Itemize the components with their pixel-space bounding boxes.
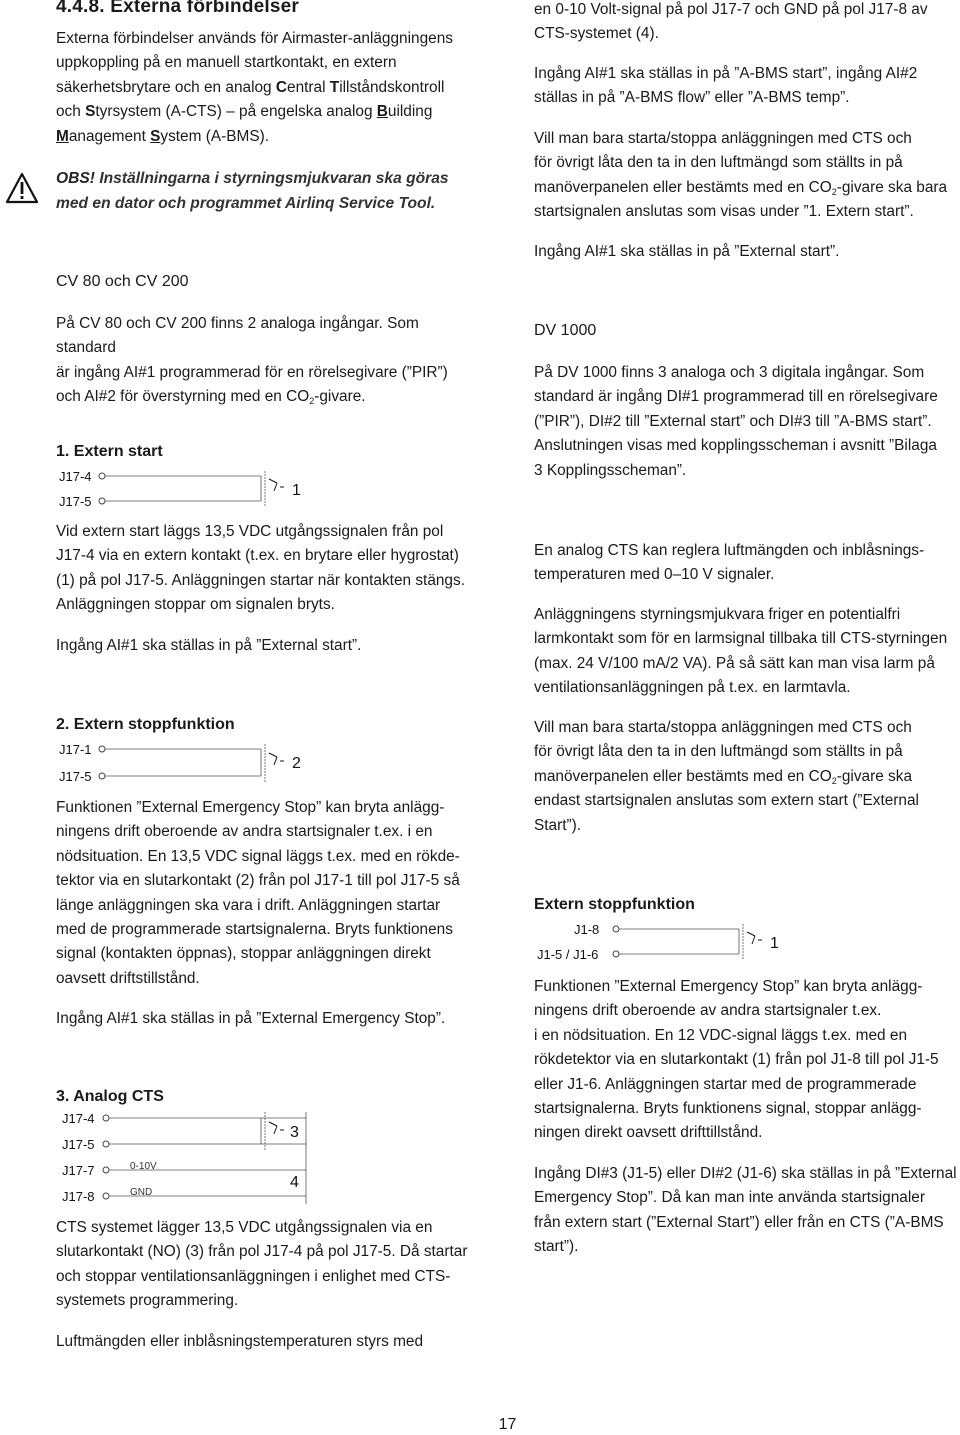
extern-stopp-heading: 2. Extern stoppfunktion (56, 716, 235, 733)
text-line: rökdetektor via en slutarkontakt (1) från pol J1-8 till pol J1-5 (534, 1051, 939, 1069)
contact-number: 4 (290, 1174, 299, 1191)
dv-paragraph-2 (534, 539, 960, 588)
extern-stopp-diagram (56, 738, 316, 788)
text-line: Anläggningens styrningsmjukvara friger en potentialfri (534, 606, 901, 623)
warning-triangle-icon (5, 172, 39, 204)
terminal-label: J17-7 (62, 1163, 95, 1178)
text-line: Vill man bara starta/stoppa anläggningen med CTS och (534, 719, 912, 736)
dv-stopp-paragraph-2 (534, 1162, 960, 1260)
text-line: Start”). (534, 816, 582, 834)
text-line: 3 Kopplingsscheman”. (534, 461, 687, 479)
dv-paragraph-4 (534, 716, 960, 838)
contact-switch-icon (269, 753, 284, 765)
dv-stopp-heading: Extern stoppfunktion (534, 896, 695, 913)
text-line: Ingång AI#1 ska ställas in på ”A-BMS start”, ingång AI#2 (534, 65, 918, 82)
text-line: ningen direkt oavsett drifttillstånd. (534, 1124, 763, 1142)
text-line: systemets programmering. (56, 1292, 239, 1310)
intro-line: Externa förbindelser används för Airmaster-anläggningens (56, 30, 453, 47)
cv-line: På CV 80 och CV 200 finns 2 analoga ingångar. Som standard (56, 315, 419, 357)
contact-number: 1 (770, 935, 779, 952)
text-line: manöverpanelen eller bestämts med en $CO_2$-givare ska (534, 767, 913, 786)
text-line: i en nödsituation. En 12 VDC-signal läggs t.ex. med en (534, 1026, 908, 1044)
dv-paragraph-1 (534, 361, 960, 483)
text-line: (1) på pol J17-5. Anläggningen startar när kontakten stängs. (56, 571, 465, 589)
text-line: med de programmerade startsignalerna. Bryts funktionens (56, 921, 453, 939)
text-line: eller J1-6. Anläggningen startar med de programmerade (534, 1075, 917, 1093)
contact-switch-icon (269, 479, 284, 491)
text-line: från extern start (”External Start”) eller från en CTS (”A-BMS (534, 1213, 944, 1231)
dv-paragraph-3 (534, 603, 960, 701)
analog-cts-paragraph (56, 1216, 482, 1314)
text-line: Emergency Stop”. Då kan man inte använda startsignaler (534, 1189, 925, 1207)
text-line: J17-4 via en extern kontakt (t.ex. en brytare eller hygrostat) (56, 547, 459, 565)
text-line: Anslutningen visas med kopplingsscheman i avsnitt ”Bilaga (534, 437, 937, 455)
text-line: Ingång DI#3 (J1-5) eller DI#2 (J1-6) ska ställas in på ”External (534, 1165, 957, 1182)
intro-line: Management System (A-BMS). (56, 127, 269, 145)
cv-line: är ingång AI#1 programmerad för en rörelsegivare (”PIR”) (56, 363, 448, 381)
dv-stopp-diagram (534, 918, 794, 968)
contact-switch-icon (747, 932, 762, 944)
text-line: slutarkontakt (NO) (3) från pol J17-4 på pol J17-5. Då startar (56, 1243, 468, 1261)
text-line: ningens drift oberoende av andra startsignaler t.ex. (534, 1002, 882, 1020)
text-line: för övrigt låta den ta in den luftmängd som ställts in på (534, 154, 903, 172)
cv-paragraph (56, 312, 482, 410)
extern-stopp-note: Ingång AI#1 ska ställas in på ”External Emergency Stop”. (56, 1010, 446, 1027)
text-line: temperaturen med 0–10 V signaler. (534, 566, 775, 584)
text-line: tektor via en slutarkontakt (2) från pol J17-1 till pol J17-5 så (56, 872, 460, 890)
text-line: standard är ingång DI#1 programmerad till en rörelsegivare (534, 388, 938, 406)
terminal-label: J17-5 (59, 769, 92, 784)
text-line: för övrigt låta den ta in den luftmängd som ställts in på (534, 743, 903, 761)
text-line: (”PIR”), DI#2 till ”External start” och DI#3 till ”A-BMS start”. (534, 412, 932, 430)
contact-number: 1 (292, 482, 301, 499)
right-paragraph-1 (534, 0, 960, 47)
text-line: CTS-systemet (4). (534, 25, 659, 43)
text-line: och stoppar ventilationsanläggningen i enlighet med CTS- (56, 1267, 451, 1285)
text-line: ventilationsanläggningen på t.ex. en larmtavla. (534, 679, 851, 697)
terminal-label: J17-5 (59, 494, 92, 509)
intro-paragraph (56, 27, 482, 149)
text-line: nödsituation. En 13,5 VDC signal läggs t.ex. med en rökde- (56, 847, 460, 865)
analog-cts-continuation: Luftmängden eller inblåsningstemperaturen styrs med (56, 1333, 424, 1350)
intro-line: uppkoppling på en manuell startkontakt, en extern (56, 54, 397, 72)
terminal-label: J17-5 (62, 1137, 95, 1152)
dv-heading: DV 1000 (534, 322, 597, 339)
text-line: ställas in på ”A-BMS flow” eller ”A-BMS temp”. (534, 89, 850, 107)
signal-label: 0-10V (130, 1161, 157, 1172)
terminal-label: J1-8 (574, 922, 600, 937)
text-line: start”). (534, 1238, 579, 1256)
text-line: Vill man bara starta/stoppa anläggningen med CTS och (534, 130, 912, 147)
text-line: manöverpanelen eller bestämts med en $CO_2$-givare ska bara (534, 178, 948, 197)
extern-start-note: Ingång AI#1 ska ställas in på ”External start”. (56, 637, 362, 654)
text-line: CTS systemet lägger 13,5 VDC utgångssignalen via en (56, 1219, 433, 1236)
text-line: oavsett driftstillstånd. (56, 969, 200, 987)
text-line: startsignalerna. Bryts funktionens signal, stoppar anlägg- (534, 1100, 922, 1118)
right-paragraph-2 (534, 62, 960, 111)
text-line: En analog CTS kan reglera luftmängden och inblåsnings- (534, 542, 925, 559)
text-line: länge anläggningen ska vara i drift. Anläggningen startar (56, 896, 441, 914)
terminal-label: J17-4 (59, 469, 92, 484)
text-line: (max. 24 V/100 mA/2 VA). På så sätt kan man visa larm på (534, 654, 935, 672)
contact-number: 3 (290, 1124, 299, 1141)
intro-line: säkerhetsbrytare och en analog Central Tillståndskontroll (56, 78, 445, 96)
extern-stopp-paragraph (56, 796, 482, 991)
text-line: en 0-10 Volt-signal på pol J17-7 och GND på pol J17-8 av (534, 1, 928, 18)
warning-note (56, 166, 482, 216)
obs-label: OBS! (56, 170, 95, 187)
warning-line: Inställningarna i styrningsmjukvaran ska göras (94, 170, 449, 187)
right-paragraph-4: Ingång AI#1 ska ställas in på ”External start”. (534, 243, 840, 260)
section-heading: 4.4.8. Externa förbindelser (56, 0, 299, 17)
extern-start-heading: 1. Extern start (56, 443, 163, 460)
gnd-label: GND (130, 1187, 153, 1198)
text-line: startsignalen anslutas som visas under ”1. Extern start”. (534, 203, 914, 221)
extern-start-paragraph (56, 520, 482, 618)
contact-number: 2 (292, 755, 301, 772)
text-line: endast startsignalen anslutas som extern start (”External (534, 792, 919, 810)
cv-heading: CV 80 och CV 200 (56, 273, 189, 290)
terminal-label: J17-4 (62, 1111, 95, 1126)
cv-line: och AI#2 för överstyrning med en $CO_2$-givare. (56, 388, 366, 407)
extern-start-diagram (56, 465, 316, 515)
text-line: Anläggningen stoppar om signalen bryts. (56, 596, 335, 614)
intro-line: och Styrsystem (A-CTS) – på engelska analog Building (56, 103, 433, 121)
text-line: Funktionen ”External Emergency Stop” kan bryta anlägg- (56, 799, 445, 816)
text-line: ningens drift oberoende av andra startsignaler t.ex. i en (56, 823, 433, 841)
terminal-label: J17-1 (59, 742, 92, 757)
right-paragraph-3 (534, 127, 960, 225)
text-line: Funktionen ”External Emergency Stop” kan bryta anlägg- (534, 978, 923, 995)
text-line: signal (kontakten öppnas), stoppar anläggningen direkt (56, 945, 431, 963)
warning-line: med en dator och programmet Airlinq Service Tool. (56, 195, 436, 212)
text-line: På DV 1000 finns 3 analoga och 3 digitala ingångar. Som (534, 364, 925, 381)
dv-stopp-paragraph-1 (534, 975, 960, 1146)
terminal-label: J17-8 (62, 1189, 95, 1204)
analog-cts-heading: 3. Analog CTS (56, 1088, 164, 1105)
contact-switch-icon (269, 1122, 284, 1134)
terminal-label: J1-5 / J1-6 (537, 947, 599, 962)
text-line: Vid extern start läggs 13,5 VDC utgångssignalen från pol (56, 523, 444, 540)
page-number: 17 (498, 1416, 517, 1433)
text-line: larmkontakt som för en larmsignal tillbaka till CTS-styrningen (534, 630, 948, 648)
analog-cts-diagram (56, 1108, 316, 1208)
